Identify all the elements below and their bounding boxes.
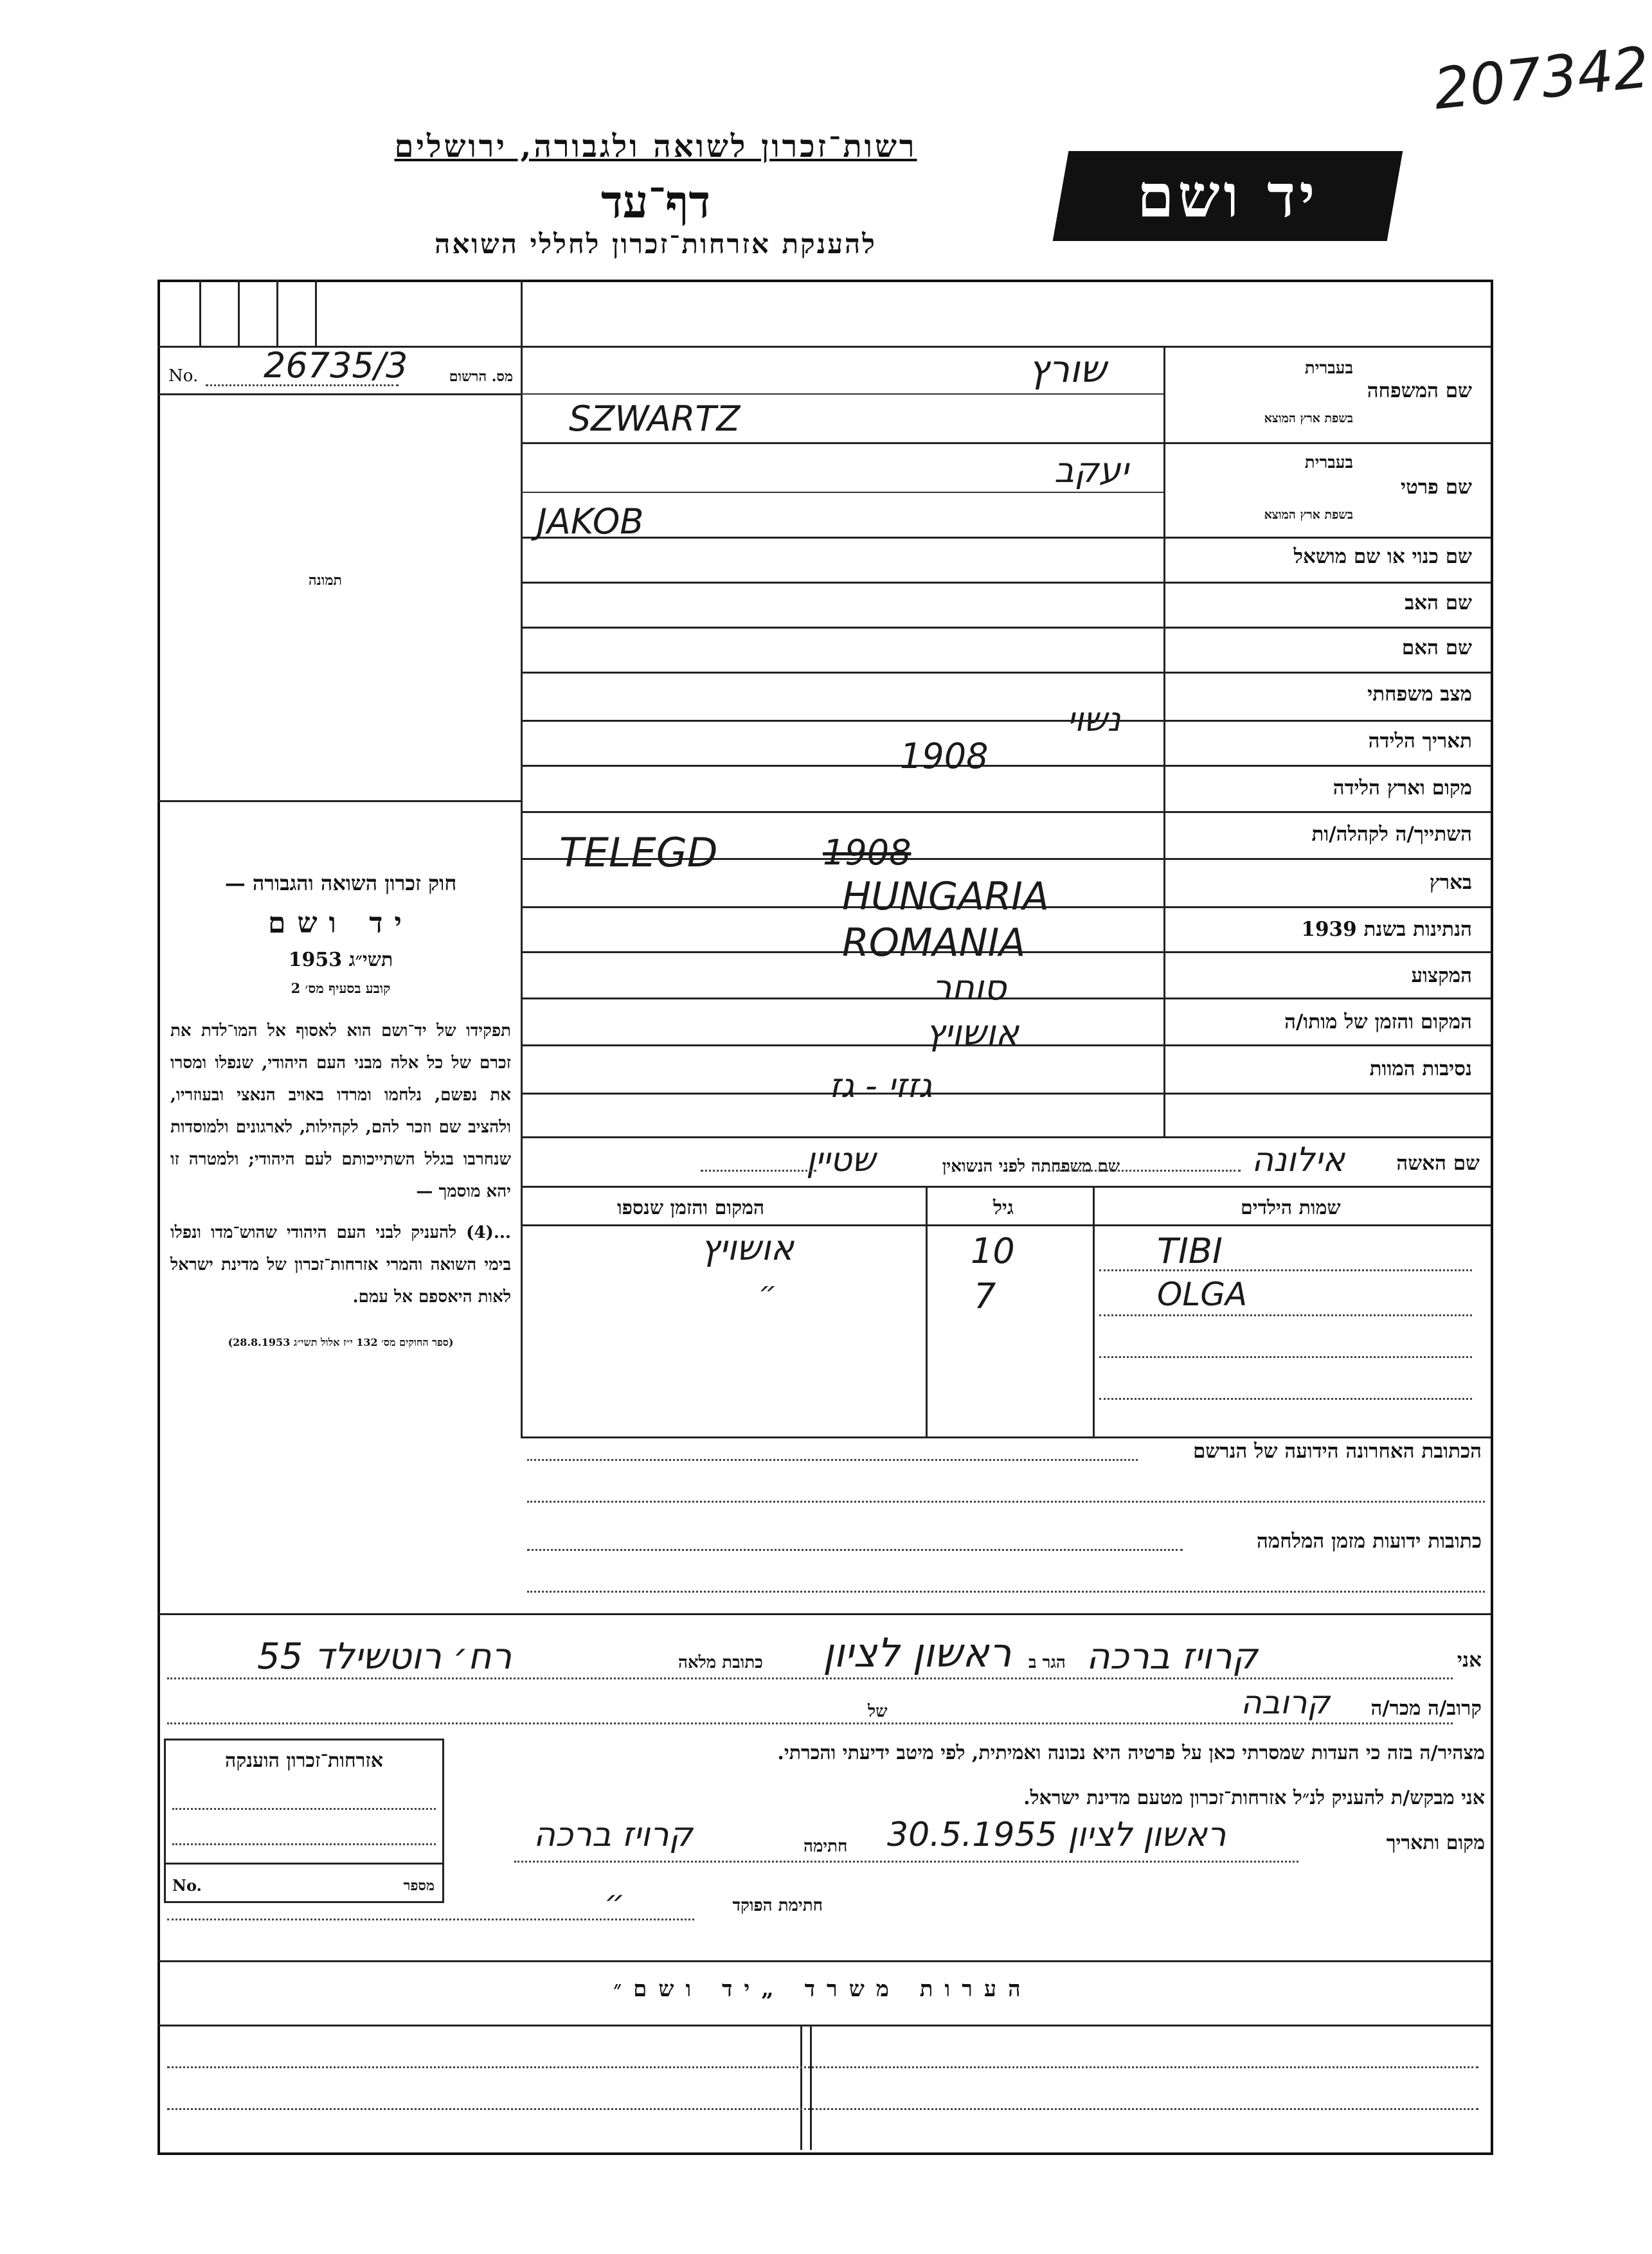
mother-name-label: שם האם: [1401, 636, 1472, 659]
law-year: תשי״ג 1953: [288, 949, 393, 971]
marital-status-value: נשוי: [1067, 701, 1121, 739]
declarant-name-value: קרויז ברכה: [1086, 1636, 1258, 1677]
law-title: חוק זכרון השואה והגבורה —: [224, 871, 457, 895]
law-citation: (ספר החוקים מס׳ 132 י״ז אלול תשי״ג 28.8.1953): [228, 1336, 454, 1348]
community-value: TELEGD: [559, 829, 718, 876]
citizenship-box-title: אזרחות־זכרון הוענקה: [224, 1749, 384, 1772]
authority-title: רשות־זכרון לשואה ולגבורה, ירושלים: [394, 129, 917, 165]
nationality-1939-label: הנתינות בשנת 1939: [1301, 918, 1472, 941]
declaration-statement-2: אני מבקש/ת להעניק לנ״ל אזרחות־זכרון מטעם מדינת ישראל.: [1023, 1787, 1485, 1809]
wife-maiden-name-label: שם משפחתה לפני הנשואין: [942, 1157, 1120, 1176]
community-label: השתייך/ה לקהלה/ות: [1311, 823, 1472, 846]
country-value: HUNGARIA: [842, 874, 1049, 919]
first-name-label: שם פרטי: [1400, 476, 1472, 499]
birth-place-label: מקום וארץ הלידה: [1333, 776, 1472, 800]
father-name-label: שם האב: [1405, 591, 1472, 614]
profession-label: המקצוע: [1411, 964, 1472, 987]
declarant-ani-label: אני: [1457, 1649, 1482, 1672]
registration-no-label: No.: [168, 366, 199, 386]
signature-value: קרויז ברכה: [534, 1816, 693, 1854]
registration-number-value: 26735/3: [264, 345, 408, 386]
law-section: קובע בסעיף מס׳ 2: [291, 980, 391, 996]
first-name-latin-value: JAKOB: [537, 501, 644, 542]
nickname-label: שם כנוי או שם מושאל: [1293, 545, 1472, 568]
signature-label: חתימה: [804, 1837, 848, 1856]
children-names-header: שמות הילדים: [1241, 1197, 1341, 1219]
child-2-name: OLGA: [1157, 1276, 1248, 1313]
child-2-place: ״: [759, 1276, 777, 1309]
birth-date-label: תאריך הלידה: [1368, 729, 1472, 753]
surname-latin-value: SZWARTZ: [569, 398, 741, 439]
officer-signature-value: ״: [604, 1883, 625, 1920]
death-place-time-value: אושויץ: [926, 1012, 1019, 1053]
death-place-time-label: המקום והזמן של מותו/ה: [1284, 1010, 1472, 1033]
profession-value: סוחר: [932, 967, 1007, 1008]
declarant-address-value: רח׳ רוטשילד 55: [257, 1636, 512, 1677]
surname-label: שם המשפחה: [1367, 379, 1472, 402]
corner-archive-number: 207342: [1430, 33, 1652, 123]
logo-text: יד ושם: [1136, 161, 1319, 231]
yad-vashem-logo: [1053, 151, 1403, 241]
relation-value: קרובה: [1241, 1684, 1330, 1721]
officer-signature-label: חתימת הפוקד: [732, 1896, 823, 1915]
law-paragraph-2: ...(4) להעניק לבני העם היהודי שהוש־מדו ונפלו בימי השואה והמרי אזרחות־זכרון של מדינת ישראל לאות היאספם אל עמם.: [170, 1223, 511, 1307]
citizenship-granted-box: [164, 1739, 444, 1903]
citizenship-number-label: מספר: [403, 1877, 435, 1894]
last-known-address-label: הכתובת האחרונה הידועה של הנרשם: [1192, 1440, 1482, 1463]
child-1-name: TIBI: [1157, 1231, 1223, 1271]
child-1-place: אושויץ: [701, 1228, 794, 1268]
registration-label: מס. הרשום: [449, 368, 513, 385]
office-notes-title: הערות משרד „יד ושם״: [613, 1976, 1032, 2002]
declarant-resides-label: הגר ב: [1028, 1653, 1066, 1672]
wife-row: [522, 1138, 1486, 1183]
citizenship-no-label: No.: [172, 1876, 202, 1895]
child-1-age: 10: [971, 1231, 1015, 1271]
community-struck-value: 1908: [823, 832, 911, 873]
death-circumstances-label: נסיבות המוות: [1369, 1057, 1472, 1080]
country-label: בארץ: [1429, 871, 1472, 894]
relation-label: קרוב/ה מכר/ה: [1370, 1697, 1482, 1720]
law-panel: [170, 871, 511, 1349]
surname-hebrew-value: שורץ: [1028, 347, 1106, 391]
wife-name-label: שם האשה: [1396, 1152, 1480, 1175]
law-yad-vashem: יד ושם: [268, 907, 413, 940]
first-name-hebrew-sublabel: בעברית: [1304, 453, 1353, 472]
birth-date-value: 1908: [900, 736, 989, 776]
photo-label: תמונה: [309, 572, 342, 589]
place-date-value: ראשון לציון 30.5.1955: [887, 1816, 1226, 1854]
surname-origin-sublabel: בשפת ארץ המוצא: [1264, 411, 1353, 425]
marital-status-label: מצב משפחתי: [1367, 683, 1472, 706]
wartime-addresses-label: כתובות ידועות מזמן המלחמה: [1256, 1530, 1482, 1553]
child-2-age: 7: [974, 1276, 996, 1316]
wife-maiden-name-value: שטיין: [806, 1141, 875, 1179]
declarant-address-label: כתובת מלאה: [678, 1653, 763, 1672]
form-title: דף־עד: [600, 175, 710, 228]
place-date-label: מקום ותאריך: [1386, 1832, 1485, 1854]
relation-of-label: של: [868, 1702, 888, 1721]
first-name-hebrew-value: יעקב: [1054, 450, 1129, 490]
children-age-header: גיל: [993, 1197, 1014, 1219]
surname-hebrew-sublabel: בעברית: [1304, 359, 1353, 378]
children-place-header: המקום והזמן שנספו: [617, 1197, 765, 1219]
declaration-statement-1: מצהיר/ה בזה כי העדות שמסרתי כאן על פרטיה היא נכונה ואמיתית, לפי מיטב ידיעתי והכרתי.: [777, 1742, 1485, 1764]
law-paragraph-1: תפקידו של יד־ושם הוא לאסוף אל המו־לדת את זכרם של כל אלה מבני העם היהודי, שנפלו ומסרו את נפשם, נלחמו ומרדו באויב הנאצי ובעוזריו, ולהציב שם וזכר להם, לקהילות, לארגונים ולמוסדות שנחרבו בגלל השתייכותם לעם היהודי; ולמטרה זו יהא מוסמך —: [170, 1021, 511, 1201]
form-subtitle: להענקת אזרחות־זכרון לחללי השואה: [435, 228, 877, 260]
death-circumstances-value: גזזי - גז: [829, 1067, 933, 1105]
first-name-origin-sublabel: בשפת ארץ המוצא: [1264, 508, 1353, 522]
declarant-resides-value: ראשון לציון: [823, 1629, 1012, 1676]
wife-name-value: אילונה: [1252, 1141, 1345, 1179]
nationality-1939-value: ROMANIA: [842, 920, 1026, 965]
